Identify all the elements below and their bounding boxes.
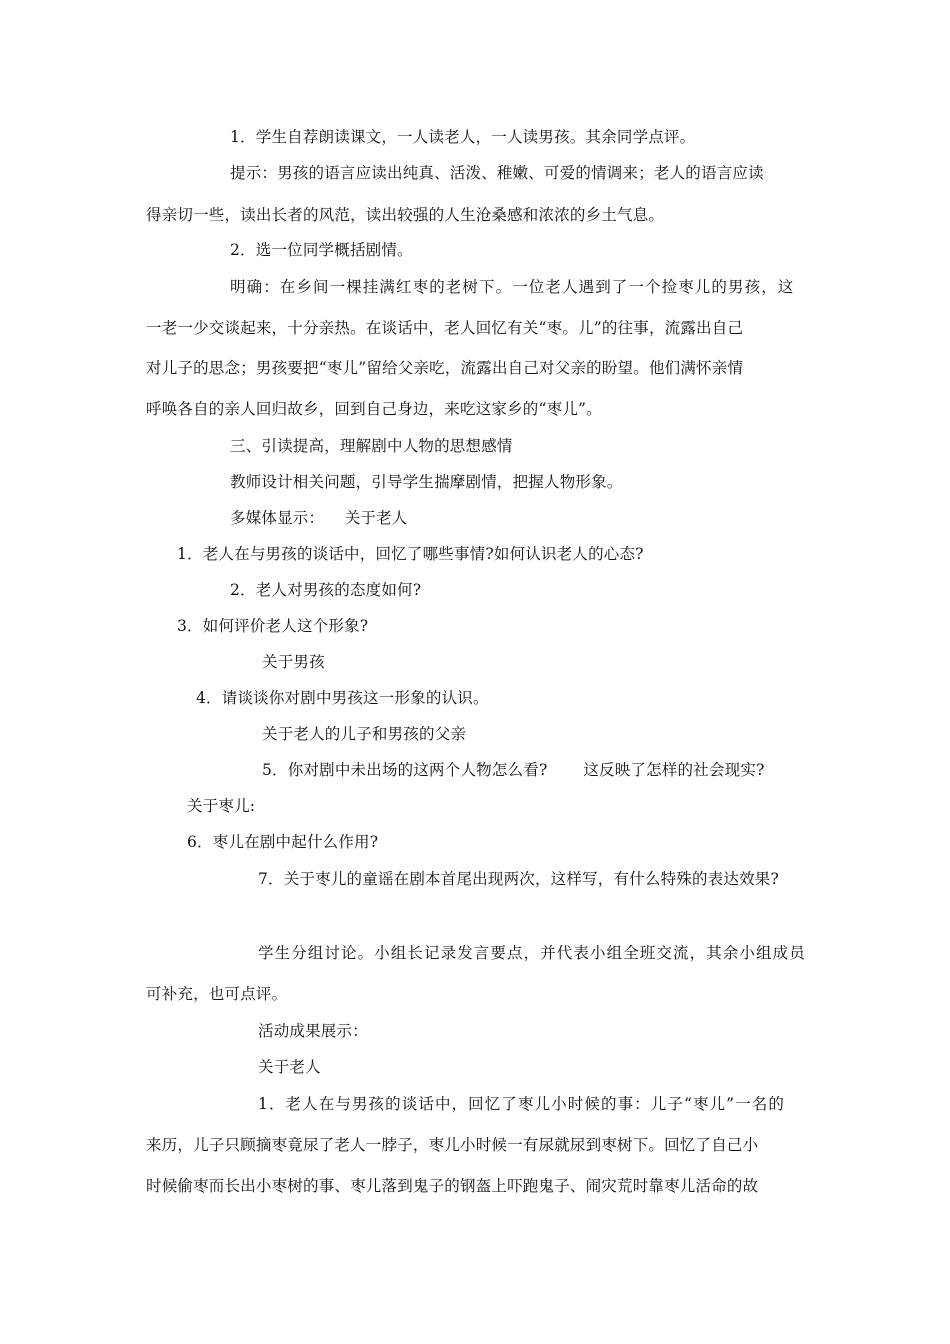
question-item: 4．请谈谈你对剧中男孩这一形象的认识。 [196,689,489,707]
text-line: 一老一少交谈起来，十分亲热。在谈话中，老人回忆有关“枣。儿”的往事，流露出自己 [146,319,744,337]
text-line: 呼唤各自的亲人回归故乡，回到自己身边，来吃这家乡的“枣儿”。 [146,400,602,418]
text-line: 明确：在乡间一棵挂满红枣的老树下。一位老人遇到了一个捡枣儿的男孩，这 [230,278,795,296]
text-line: 学生分组讨论。小组长记录发言要点，并代表小组全班交流，其余小组成员 [258,944,806,962]
section-heading: 三、引读提高，理解剧中人物的思想感情 [230,437,513,455]
text-line: 可补充，也可点评。 [146,985,288,1003]
question-item: 5．你对剧中未出场的这两个人物怎么看? 这反映了怎样的社会现实? [262,761,765,779]
subheading: 关于老人的儿子和男孩的父亲 [262,725,467,743]
text-line: 1．老人在与男孩的谈话中，回忆了枣儿小时候的事：儿子“枣儿”一名的 [258,1095,786,1113]
text-line: 来历，儿子只顾摘枣竟尿了老人一脖子，枣儿小时候一有尿就尿到枣树下。回忆了自己小 [146,1136,759,1154]
text-line: 教师设计相关问题，引导学生揣摩剧情，把握人物形象。 [230,473,623,491]
question-item: 1．老人在与男孩的谈话中，回忆了哪些事情?如何认识老人的心态? [177,545,644,563]
text-line: 提示：男孩的语言应读出纯真、活泼、稚嫩、可爱的情调来；老人的语言应读 [230,164,764,182]
question-item: 2．老人对男孩的态度如何? [230,581,422,599]
text-line: 2．选一位同学概括剧情。 [230,241,413,259]
subheading: 关于老人 [258,1058,321,1076]
text-line: 1．学生自荐朗读课文，一人读老人，一人读男孩。其余同学点评。 [230,128,696,146]
text-line: 得亲切一些，读出长者的风范，读出较强的人生沧桑感和浓浓的乡土气息。 [146,206,665,224]
text-line: 活动成果展示： [258,1022,368,1040]
subheading: 关于枣儿: [187,797,256,815]
question-item: 6．枣儿在剧中起什么作用? [187,833,379,851]
text-line: 多媒体显示： 关于老人 [230,509,408,527]
text-line: 对儿子的思念；男孩要把“枣儿”留给父亲吃，流露出自己对父亲的盼望。他们满怀亲情 [146,359,744,377]
question-item: 3．如何评价老人这个形象? [177,617,369,635]
text-line: 时候偷枣而长出小枣树的事、枣儿落到鬼子的钢盔上吓跑鬼子、闹灾荒时靠枣儿活命的故 [146,1177,759,1195]
question-item: 7．关于枣儿的童谣在剧本首尾出现两次，这样写，有什么特殊的表达效果? [258,870,779,888]
subheading: 关于男孩 [262,653,325,671]
